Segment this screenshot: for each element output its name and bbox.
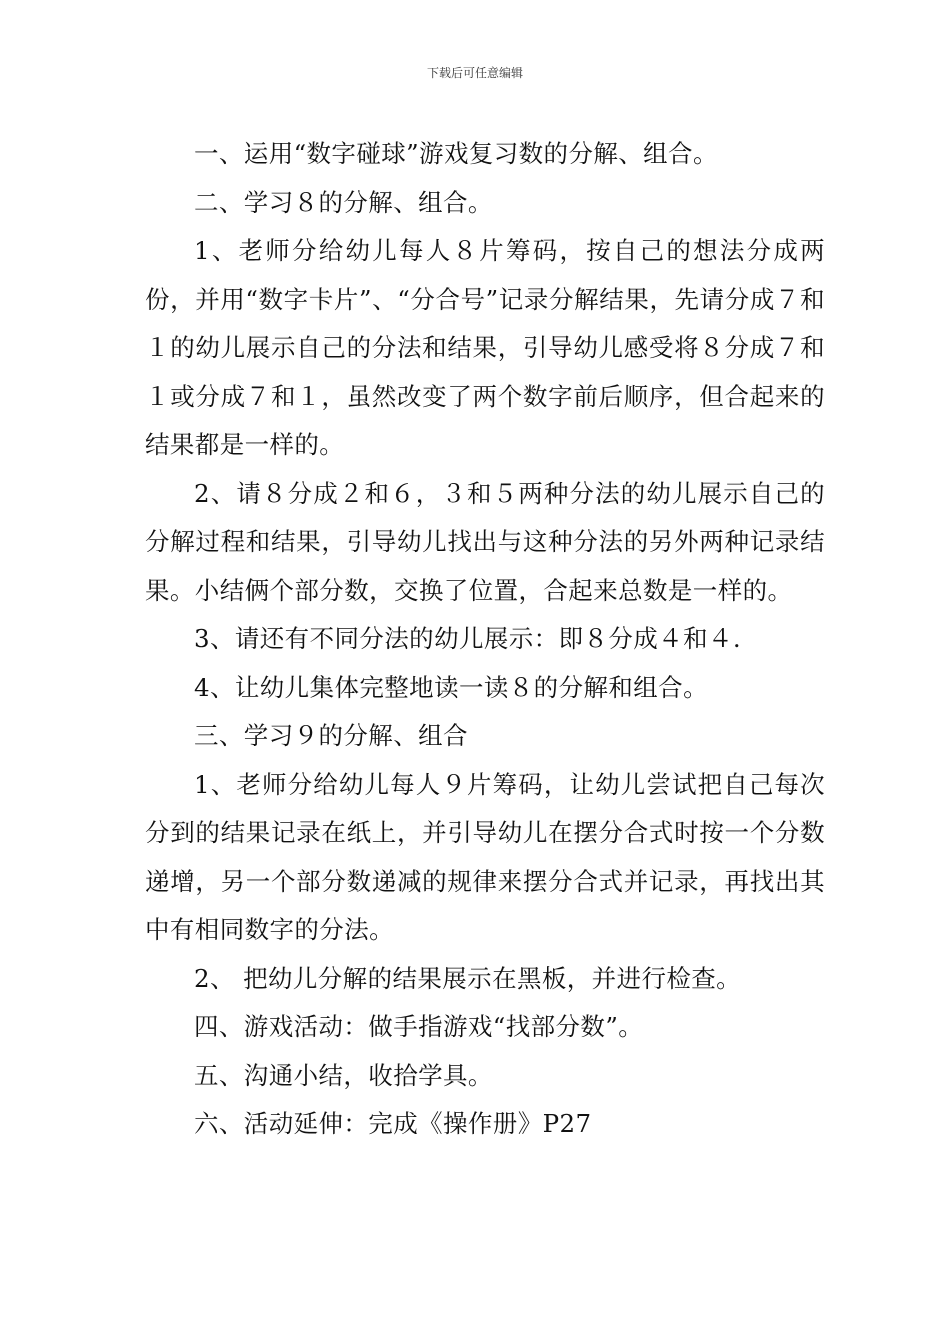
paragraph-learn-9: 三、学习９的分解、组合 (194, 721, 468, 750)
paragraph-summary: 五、沟通小结，收拾学具。 (194, 1060, 493, 1090)
paragraph-9-step-2: 2、 把幼儿分解的结果展示在黑板，并进行检查。 (194, 963, 742, 993)
paragraph-learn-8: 二、学习８的分解、组合。 (194, 187, 493, 217)
paragraph-8-step-3: 3、请还有不同分法的幼儿展示：即８分成４和４. (194, 624, 742, 653)
paragraph-review-game: 一、运用“数字碰球”游戏复习数的分解、组合。 (194, 139, 718, 168)
paragraph-8-step-2: 2、请８分成２和６，３和５两种分法的幼儿展示自己的分解过程和结果，引导幼儿找出与这种分法的另外两种记录结果。小结俩个部分数，交换了位置，合起来总数是一样的。 (145, 478, 825, 605)
paragraph-9-step-1: 1、老师分给幼儿每人９片筹码，让幼儿尝试把自己每次分到的结果记录在纸上，并引导幼儿在摆分合式时按一个分数 递增，另一个部分数递减的规律来摆分合式并记录，再找出其中有相同数字的分法。 (145, 769, 825, 944)
paragraph-8-step-4: 4、让幼儿集体完整地读一读８的分解和组合。 (194, 672, 708, 702)
paragraph-game-activity: 四、游戏活动：做手指游戏“找部分数”。 (194, 1012, 644, 1041)
document-body (145, 130, 825, 1149)
page-header: 下载后可任意编辑 (426, 66, 523, 80)
paragraph-8-step-1: 1、老师分给幼儿每人８片筹码，按自己的想法分成两份，并用“数字卡片”、“分合号”记录分解结果，先请分成７和１的幼儿展示自己的分法和结果，引导幼儿感受将８分成７和１或分成７和１，虽然改变了两个数字前后顺序，但合起来的结果都是一样的。 (145, 236, 825, 459)
paragraph-extension: 六、活动延伸：完成《操作册》P27 (194, 1109, 592, 1138)
